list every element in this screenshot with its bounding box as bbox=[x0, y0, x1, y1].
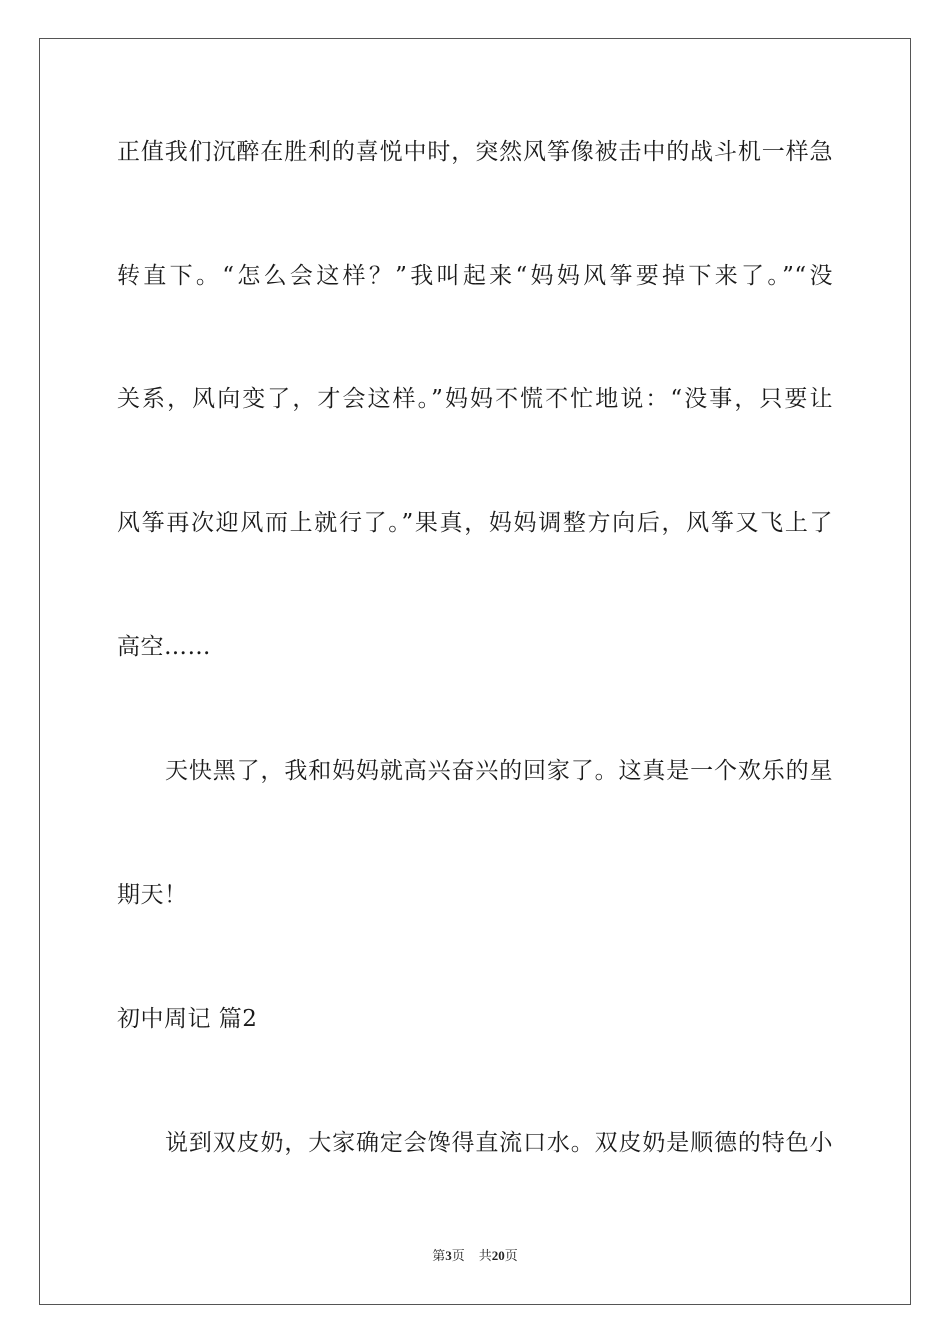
paragraph-line-9: 说到双皮奶，大家确定会馋得直流口水。双皮奶是顺德的特色小 bbox=[165, 1130, 833, 1156]
footer-page-number: 3 bbox=[445, 1248, 452, 1263]
footer-total-number: 20 bbox=[491, 1248, 505, 1263]
page-border bbox=[39, 38, 911, 1305]
footer-page-prefix: 第 bbox=[432, 1248, 446, 1263]
section-heading: 初中周记 篇2 bbox=[117, 1006, 258, 1032]
paragraph-line-1: 正值我们沉醉在胜利的喜悦中时，突然风筝像被击中的战斗机一样急 bbox=[117, 139, 833, 165]
paragraph-line-4: 风筝再次迎风而上就行了。”果真，妈妈调整方向后，风筝又飞上了 bbox=[117, 510, 833, 536]
page-footer bbox=[0, 1247, 950, 1265]
paragraph-line-7: 期天！ bbox=[117, 882, 188, 908]
footer-page-suffix: 页 bbox=[451, 1248, 465, 1263]
paragraph-line-3: 关系，风向变了，才会这样。”妈妈不慌不忙地说：“没事，只要让 bbox=[117, 386, 833, 412]
paragraph-line-6: 天快黑了，我和妈妈就高兴奋兴的回家了。这真是一个欢乐的星 bbox=[165, 758, 833, 784]
footer-total-prefix: 共 bbox=[478, 1248, 492, 1263]
paragraph-line-5: 高空…… bbox=[117, 634, 211, 660]
footer-total-suffix: 页 bbox=[504, 1248, 518, 1263]
paragraph-line-2: 转直下。“怎么会这样？”我叫起来“妈妈风筝要掉下来了。”“没 bbox=[117, 263, 833, 289]
